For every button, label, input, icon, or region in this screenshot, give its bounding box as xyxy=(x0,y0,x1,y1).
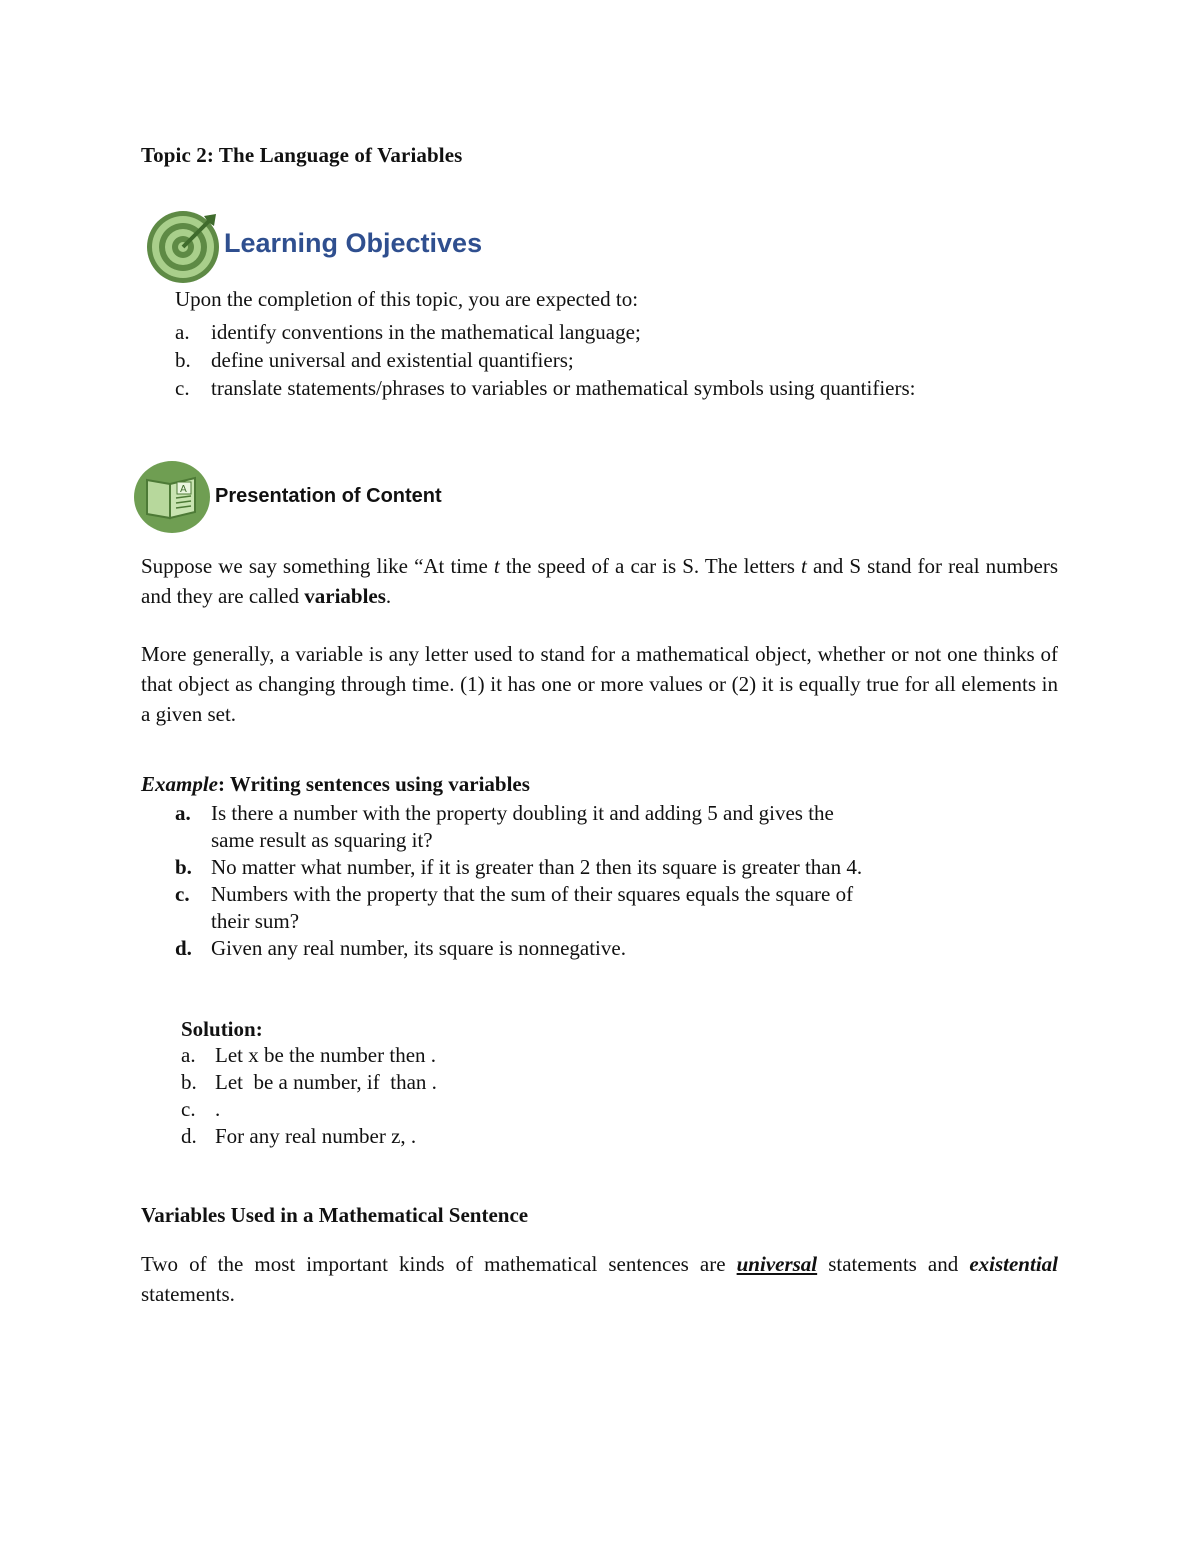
term-existential: existential xyxy=(969,1252,1058,1276)
list-item xyxy=(181,1096,437,1123)
list-marker: c. xyxy=(175,376,190,400)
topic-title: Topic 2: The Language of Variables xyxy=(141,143,463,167)
list-marker: d. xyxy=(181,1124,197,1148)
objectives-intro: Upon the completion of this topic, you are expected to: xyxy=(175,287,639,311)
text-run: the speed of a car is S. The letters xyxy=(499,554,802,578)
text-run: Suppose we say something like “At time xyxy=(141,554,494,578)
list-item xyxy=(181,1123,437,1150)
example-title: Writing sentences using variables xyxy=(225,772,530,796)
list-item xyxy=(175,374,915,402)
list-item-text: identify conventions in the mathematical language; xyxy=(211,320,641,344)
list-marker: c. xyxy=(181,1097,196,1121)
list-marker: a. xyxy=(175,801,191,825)
solution-heading: Solution: xyxy=(181,1017,263,1041)
list-item xyxy=(181,1069,437,1096)
list-marker: a. xyxy=(181,1043,196,1067)
variable-t: t xyxy=(801,554,807,578)
text-run: and S stand for real numbers and they are called xyxy=(141,554,1058,608)
list-item-text: . xyxy=(215,1097,221,1121)
solution-list xyxy=(181,1042,437,1150)
term-variables: variables xyxy=(304,584,386,608)
list-item-text: No matter what number, if it is greater than 2 then its square is greater than 4. xyxy=(211,855,863,879)
list-item-text: Let x be the number then . xyxy=(215,1043,437,1067)
text-run: Two of the most important kinds of mathematical sentences are xyxy=(141,1252,737,1276)
list-item xyxy=(175,854,875,881)
list-item xyxy=(181,1042,437,1069)
list-marker: c. xyxy=(175,882,190,906)
term-universal: universal xyxy=(736,1252,818,1276)
text-run: . xyxy=(385,584,392,608)
list-marker: a. xyxy=(175,320,190,344)
text-run: : xyxy=(218,772,225,796)
list-item xyxy=(175,800,875,854)
paragraph-variable-definition: More generally, a variable is any letter used to stand for a mathematical object, whether or not one thinks of that object as changing through time. (1) it has one or more values or (2) it is equally true for all elements in a given set. xyxy=(141,642,1058,726)
list-marker: b. xyxy=(181,1070,197,1094)
list-item xyxy=(175,318,915,346)
list-item xyxy=(175,346,915,374)
list-marker: d. xyxy=(175,936,192,960)
list-item-text: Let be a number, if than . xyxy=(215,1070,437,1094)
list-item xyxy=(175,935,875,962)
learning-objectives-title: Learning Objectives xyxy=(224,228,483,258)
example-list xyxy=(175,800,875,962)
section-heading: Variables Used in a Mathematical Sentence xyxy=(141,1203,529,1227)
list-item-text: For any real number z, . xyxy=(215,1124,417,1148)
list-item-text: define universal and existential quantifiers; xyxy=(211,348,574,372)
list-item-text: translate statements/phrases to variables or mathematical symbols using quantifiers: xyxy=(211,376,916,400)
text-run: statements and xyxy=(817,1252,970,1276)
list-item-text: Given any real number, its square is nonnegative. xyxy=(211,936,626,960)
paragraph-sentence-kinds xyxy=(141,1249,1058,1309)
list-marker: b. xyxy=(175,348,191,372)
book-icon xyxy=(133,460,211,534)
list-item-text: Is there a number with the property doubling it and adding 5 and gives the same result as squaring it? xyxy=(211,801,834,852)
example-label: Example xyxy=(141,772,218,796)
list-marker: b. xyxy=(175,855,192,879)
svg-text:A: A xyxy=(180,484,187,495)
text-run: statements. xyxy=(141,1282,235,1306)
paragraph-variables-intro xyxy=(141,551,1058,611)
objectives-list xyxy=(175,318,915,402)
target-icon xyxy=(146,210,220,284)
list-item xyxy=(175,881,875,935)
example-heading xyxy=(141,772,530,797)
presentation-title: Presentation of Content xyxy=(215,485,442,507)
list-item-text: Numbers with the property that the sum of their squares equals the square of their sum? xyxy=(211,882,854,933)
variable-t: t xyxy=(493,554,500,578)
